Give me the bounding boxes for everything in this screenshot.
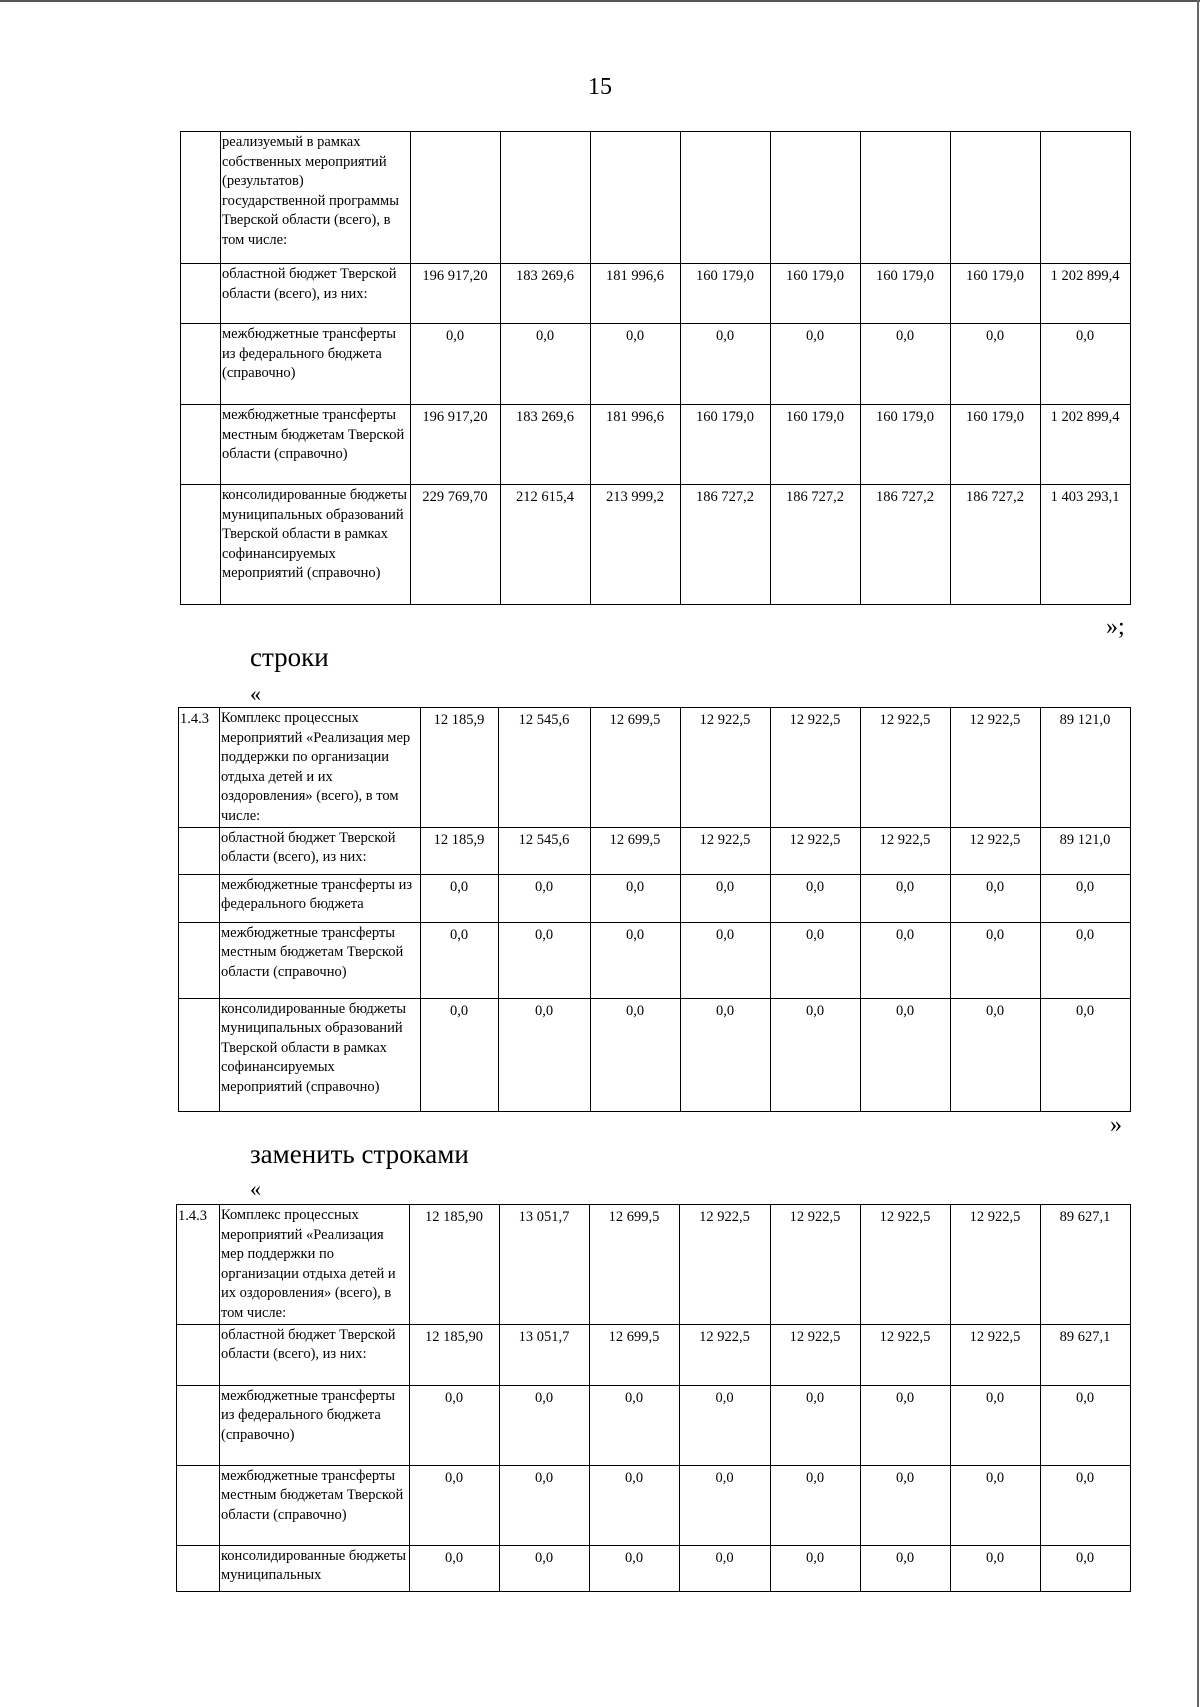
value-cell: 0,0 [861, 324, 951, 405]
value-cell: 0,0 [590, 1385, 680, 1465]
row-label: межбюджетные трансферты из федерального бюджета [220, 874, 421, 922]
budget-table-old-rows [178, 707, 1131, 1112]
row-code [177, 1545, 220, 1591]
value-cell [951, 132, 1041, 264]
table-row [179, 874, 1131, 922]
value-cell: 0,0 [771, 998, 861, 1111]
value-cell: 0,0 [591, 874, 681, 922]
value-cell: 12 922,5 [771, 827, 861, 874]
value-cell: 13 051,7 [500, 1205, 590, 1325]
value-cell: 0,0 [1041, 324, 1131, 405]
value-cell: 12 922,5 [771, 708, 861, 828]
row-code [179, 827, 220, 874]
value-cell: 0,0 [951, 998, 1041, 1111]
value-cell: 0,0 [499, 874, 591, 922]
value-cell: 0,0 [771, 1465, 861, 1545]
value-cell: 0,0 [500, 1385, 590, 1465]
table-row [179, 827, 1131, 874]
value-cell: 0,0 [590, 1465, 680, 1545]
value-cell: 0,0 [681, 922, 771, 998]
value-cell: 12 922,5 [951, 708, 1041, 828]
value-cell: 12 699,5 [591, 708, 681, 828]
value-cell [1041, 132, 1131, 264]
value-cell: 160 179,0 [771, 264, 861, 324]
value-cell: 181 996,6 [591, 264, 681, 324]
table-row [181, 324, 1131, 405]
row-label: консолидированные бюджеты муниципальных [220, 1545, 410, 1591]
table-row [181, 132, 1131, 264]
value-cell: 0,0 [680, 1385, 771, 1465]
value-cell: 181 996,6 [591, 405, 681, 485]
table-row [181, 405, 1131, 485]
value-cell: 12 922,5 [771, 1324, 861, 1385]
value-cell: 0,0 [591, 324, 681, 405]
value-cell: 13 051,7 [500, 1324, 590, 1385]
value-cell: 0,0 [951, 324, 1041, 405]
row-label: реализуемый в рамках собственных мероприятий (результатов) государственной программы Тверской области (всего), в том числе: [221, 132, 411, 264]
table-row [181, 264, 1131, 324]
value-cell: 0,0 [499, 922, 591, 998]
value-cell: 0,0 [951, 1545, 1041, 1591]
value-cell: 12 185,9 [421, 708, 499, 828]
value-cell: 1 403 293,1 [1041, 485, 1131, 605]
value-cell: 1 202 899,4 [1041, 405, 1131, 485]
value-cell: 0,0 [1041, 1385, 1131, 1465]
table-row [181, 485, 1131, 605]
value-cell: 12 922,5 [681, 708, 771, 828]
value-cell: 160 179,0 [681, 264, 771, 324]
value-cell: 0,0 [500, 1465, 590, 1545]
value-cell: 0,0 [410, 1545, 500, 1591]
budget-table-new-rows [176, 1204, 1131, 1592]
value-cell: 0,0 [411, 324, 501, 405]
row-label: межбюджетные трансферты из федерального бюджета (справочно) [220, 1385, 410, 1465]
opening-quote: « [250, 1176, 261, 1201]
closing-quote: » [1110, 1112, 1122, 1138]
value-cell: 12 922,5 [861, 1205, 951, 1325]
row-label: межбюджетные трансферты местным бюджетам Тверской области (справочно) [220, 922, 421, 998]
value-cell: 12 922,5 [861, 827, 951, 874]
closing-quote: »; [1106, 614, 1125, 640]
scan-top-edge [0, 0, 1200, 2]
value-cell [591, 132, 681, 264]
table-row [177, 1324, 1131, 1385]
value-cell: 0,0 [590, 1545, 680, 1591]
table-row [179, 998, 1131, 1111]
value-cell: 0,0 [501, 324, 591, 405]
value-cell: 160 179,0 [861, 405, 951, 485]
row-code [179, 998, 220, 1111]
row-code: 1.4.3 [177, 1205, 220, 1325]
value-cell: 0,0 [681, 324, 771, 405]
value-cell: 12 545,6 [499, 708, 591, 828]
table-row [177, 1385, 1131, 1465]
value-cell: 0,0 [951, 922, 1041, 998]
table-row [179, 922, 1131, 998]
value-cell: 160 179,0 [681, 405, 771, 485]
value-cell: 196 917,20 [411, 264, 501, 324]
value-cell: 160 179,0 [951, 405, 1041, 485]
value-cell: 0,0 [591, 922, 681, 998]
row-code [181, 132, 221, 264]
value-cell: 0,0 [681, 998, 771, 1111]
row-label: областной бюджет Тверской области (всего), из них: [220, 827, 421, 874]
row-label: консолидированные бюджеты муниципальных образований Тверской области в рамках софинансируемых мероприятий (справочно) [220, 998, 421, 1111]
row-code [181, 324, 221, 405]
value-cell: 0,0 [951, 874, 1041, 922]
value-cell: 0,0 [861, 1385, 951, 1465]
value-cell: 0,0 [499, 998, 591, 1111]
row-label: Комплекс процессных мероприятий «Реализация мер поддержки по организации отдыха детей и их оздоровления» (всего), в том числе: [220, 1205, 410, 1325]
value-cell: 213 999,2 [591, 485, 681, 605]
value-cell [861, 132, 951, 264]
value-cell: 0,0 [681, 874, 771, 922]
value-cell: 0,0 [951, 1385, 1041, 1465]
value-cell: 12 922,5 [681, 827, 771, 874]
value-cell: 0,0 [771, 1545, 861, 1591]
value-cell [501, 132, 591, 264]
value-cell: 89 121,0 [1041, 708, 1131, 828]
table-row [177, 1205, 1131, 1325]
value-cell: 0,0 [1041, 922, 1131, 998]
value-cell: 12 185,90 [410, 1205, 500, 1325]
value-cell [771, 132, 861, 264]
value-cell: 160 179,0 [771, 405, 861, 485]
value-cell: 0,0 [1041, 1465, 1131, 1545]
value-cell: 12 922,5 [951, 1324, 1041, 1385]
row-code [177, 1385, 220, 1465]
row-code [181, 405, 221, 485]
value-cell: 186 727,2 [771, 485, 861, 605]
row-code [181, 264, 221, 324]
section-heading-replace: заменить строками [250, 1139, 469, 1169]
value-cell: 12 922,5 [680, 1205, 771, 1325]
value-cell: 89 627,1 [1041, 1205, 1131, 1325]
value-cell: 0,0 [861, 1545, 951, 1591]
value-cell: 186 727,2 [861, 485, 951, 605]
value-cell: 160 179,0 [861, 264, 951, 324]
value-cell: 12 699,5 [590, 1205, 680, 1325]
value-cell: 0,0 [1041, 874, 1131, 922]
value-cell: 12 922,5 [951, 1205, 1041, 1325]
value-cell: 0,0 [861, 1465, 951, 1545]
value-cell: 0,0 [500, 1545, 590, 1591]
value-cell: 183 269,6 [501, 264, 591, 324]
value-cell: 12 922,5 [861, 708, 951, 828]
opening-quote: « [250, 681, 261, 706]
value-cell: 229 769,70 [411, 485, 501, 605]
row-code [179, 874, 220, 922]
row-code [179, 922, 220, 998]
table-row [177, 1465, 1131, 1545]
value-cell: 12 185,90 [410, 1324, 500, 1385]
value-cell: 0,0 [410, 1465, 500, 1545]
value-cell: 12 185,9 [421, 827, 499, 874]
budget-table-continuation [180, 131, 1131, 605]
row-code [181, 485, 221, 605]
table-row [177, 1545, 1131, 1591]
value-cell: 1 202 899,4 [1041, 264, 1131, 324]
row-label: межбюджетные трансферты из федерального бюджета (справочно) [221, 324, 411, 405]
value-cell: 0,0 [591, 998, 681, 1111]
value-cell: 0,0 [1041, 998, 1131, 1111]
value-cell: 0,0 [861, 874, 951, 922]
row-label: межбюджетные трансферты местным бюджетам Тверской области (справочно) [220, 1465, 410, 1545]
value-cell: 0,0 [680, 1545, 771, 1591]
value-cell: 0,0 [861, 998, 951, 1111]
value-cell: 0,0 [680, 1465, 771, 1545]
row-code [177, 1465, 220, 1545]
value-cell: 0,0 [771, 1385, 861, 1465]
value-cell [411, 132, 501, 264]
value-cell: 12 922,5 [680, 1324, 771, 1385]
value-cell: 183 269,6 [501, 405, 591, 485]
value-cell: 12 922,5 [861, 1324, 951, 1385]
value-cell: 89 121,0 [1041, 827, 1131, 874]
value-cell: 0,0 [1041, 1545, 1131, 1591]
row-label: областной бюджет Тверской области (всего), из них: [221, 264, 411, 324]
scan-right-edge [1197, 0, 1199, 1707]
row-code [177, 1324, 220, 1385]
value-cell: 0,0 [951, 1465, 1041, 1545]
value-cell: 0,0 [410, 1385, 500, 1465]
value-cell: 186 727,2 [681, 485, 771, 605]
value-cell: 196 917,20 [411, 405, 501, 485]
value-cell: 12 545,6 [499, 827, 591, 874]
row-label: областной бюджет Тверской области (всего), из них: [220, 1324, 410, 1385]
value-cell: 160 179,0 [951, 264, 1041, 324]
row-code: 1.4.3 [179, 708, 220, 828]
value-cell: 0,0 [421, 922, 499, 998]
value-cell: 12 699,5 [590, 1324, 680, 1385]
value-cell: 186 727,2 [951, 485, 1041, 605]
value-cell: 89 627,1 [1041, 1324, 1131, 1385]
row-label: консолидированные бюджеты муниципальных образований Тверской области в рамках софинансируемых мероприятий (справочно) [221, 485, 411, 605]
value-cell: 0,0 [771, 874, 861, 922]
value-cell: 12 922,5 [951, 827, 1041, 874]
value-cell: 0,0 [861, 922, 951, 998]
row-label: межбюджетные трансферты местным бюджетам Тверской области (справочно) [221, 405, 411, 485]
value-cell: 0,0 [771, 922, 861, 998]
section-heading-rows: строки [250, 642, 329, 672]
table-row [179, 708, 1131, 828]
value-cell: 0,0 [421, 874, 499, 922]
value-cell: 12 699,5 [591, 827, 681, 874]
value-cell: 0,0 [421, 998, 499, 1111]
value-cell: 0,0 [771, 324, 861, 405]
page-number: 15 [588, 74, 612, 100]
row-label: Комплекс процессных мероприятий «Реализация мер поддержки по организации отдыха детей и их оздоровления» (всего), в том числе: [220, 708, 421, 828]
value-cell: 212 615,4 [501, 485, 591, 605]
value-cell: 12 922,5 [771, 1205, 861, 1325]
value-cell [681, 132, 771, 264]
